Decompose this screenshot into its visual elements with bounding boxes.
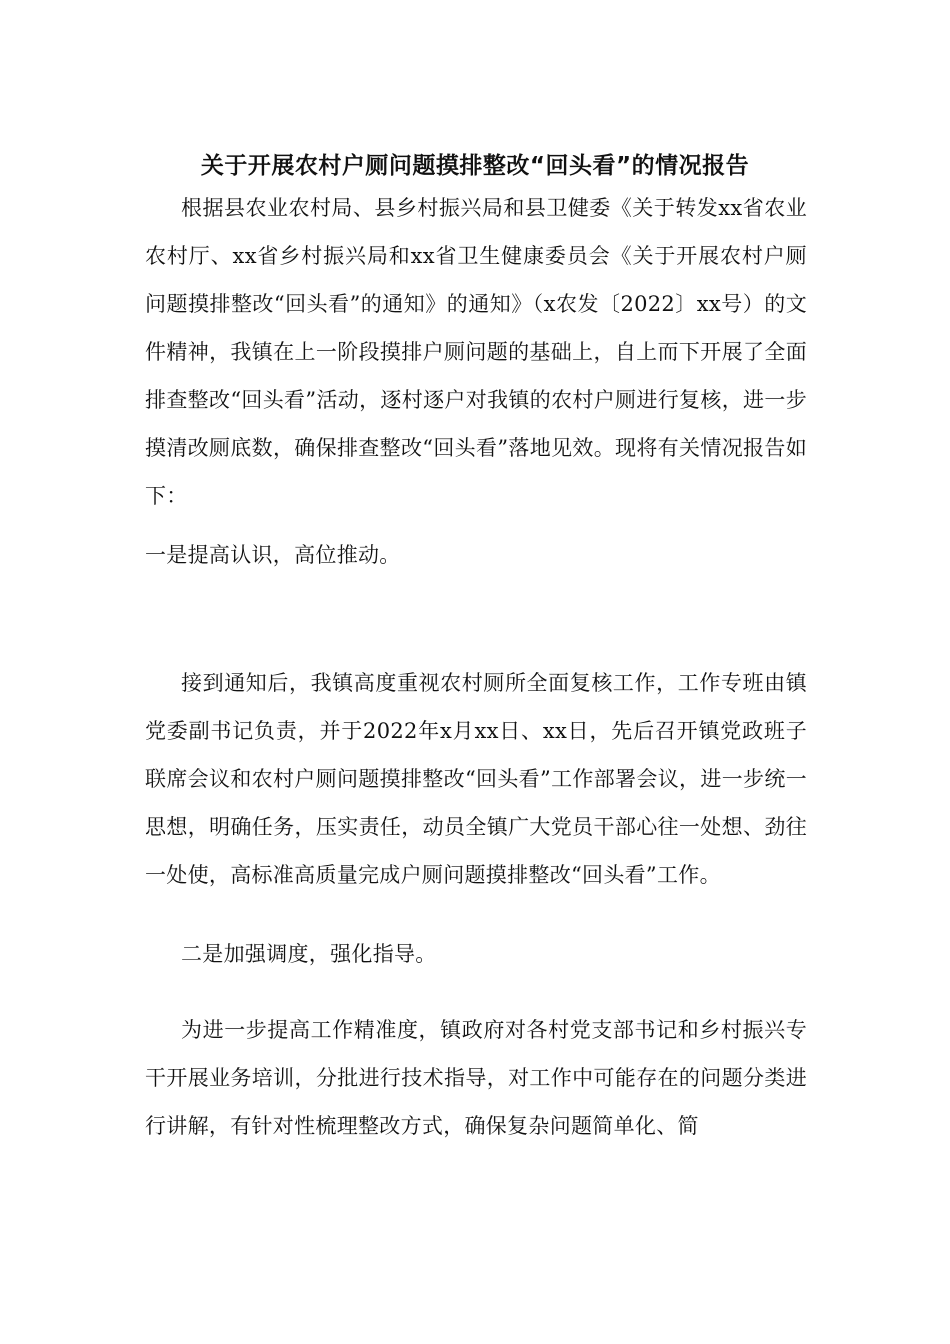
paragraph-section-2: 为进一步提高工作精准度，镇政府对各村党支部书记和乡村振兴专干开展业务培训，分批进行技术指导，对工作中可能存在的问题分类进行讲解，有针对性梳理整改方式，确保复杂问题简单化、简 bbox=[145, 1018, 807, 1138]
section-heading-2: 二是加强调度，强化指导。 bbox=[181, 942, 437, 966]
paragraph-section-1: 接到通知后，我镇高度重视农村厕所全面复核工作，工作专班由镇党委副书记负责，并于2022年x月xx日、xx日，先后召开镇党政班子联席会议和农村户厕问题摸排整改“回头看”工作部署会议，进一步统一思想，明确任务，压实责任，动员全镇广大党员干部心往一处想、劲往一处使，高标准高质量完成户厕问题摸排整改“回头看”工作。 bbox=[145, 671, 807, 887]
paragraph-intro: 根据县农业农村局、县乡村振兴局和县卫健委《关于转发xx省农业农村厅、xx省乡村振兴局和xx省卫生健康委员会《关于开展农村户厕问题摸排整改“回头看”的通知》的通知》（x农发〔2022〕xx号）的文件精神，我镇在上一阶段摸排户厕问题的基础上，自上而下开展了全面排查整改“回头看”活动，逐村逐户对我镇的农村户厕进行复核，进一步摸清改厕底数，确保排查整改“回头看”落地见效。现将有关情况报告如下： bbox=[145, 196, 807, 508]
document-title: 关于开展农村户厕问题摸排整改“回头看”的情况报告 bbox=[200, 153, 750, 179]
section-heading-1: 一是提高认识，高位推动。 bbox=[145, 543, 401, 567]
